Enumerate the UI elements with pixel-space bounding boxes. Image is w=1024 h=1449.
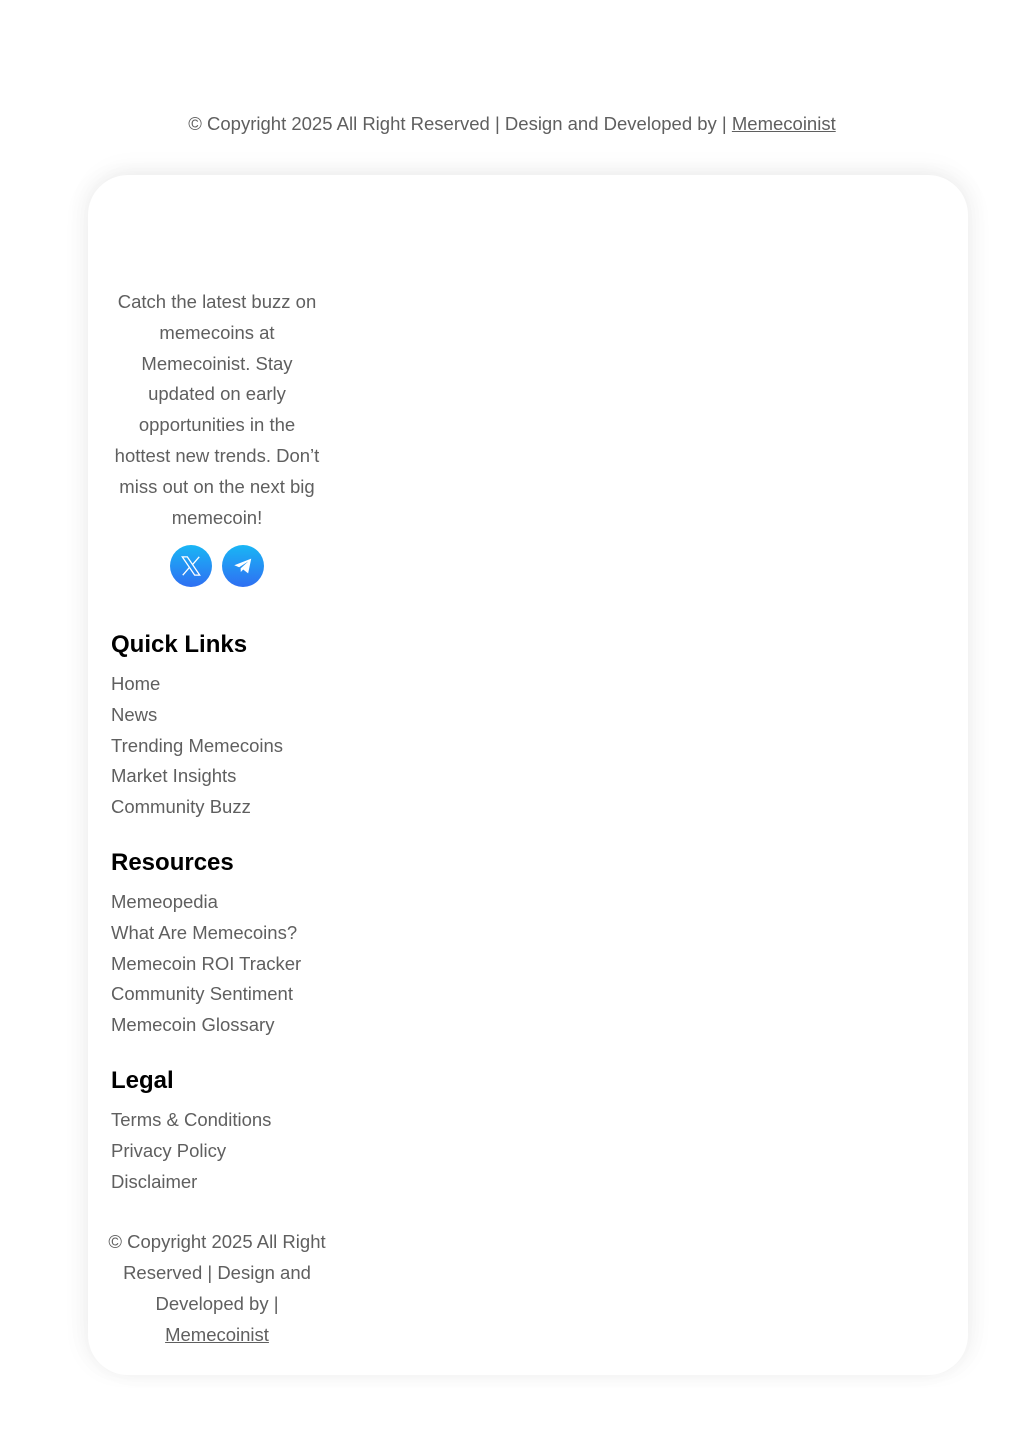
x-social-button[interactable] [170, 545, 212, 587]
resource-link-what-are-memecoins[interactable]: What Are Memecoins? [111, 921, 298, 943]
resource-link-roi-tracker[interactable]: Memecoin ROI Tracker [111, 952, 302, 974]
copyright-text: © Copyright 2025 All Right Reserved | Design and Developed by | [108, 1231, 326, 1314]
resource-link-community-sentiment[interactable]: Community Sentiment [111, 983, 293, 1005]
social-links [111, 545, 323, 587]
legal-link-disclaimer[interactable]: Disclaimer [111, 1170, 198, 1192]
quick-links-list [111, 669, 283, 823]
quick-links-title: Quick Links [111, 631, 248, 658]
resource-link-memeopedia[interactable]: Memeopedia [111, 891, 218, 912]
quick-link-home[interactable]: Home [111, 673, 161, 694]
resource-link-glossary[interactable]: Memecoin Glossary [111, 1014, 275, 1036]
resources-title: Resources [111, 849, 234, 876]
quick-link-news[interactable]: News [111, 703, 158, 725]
x-icon [180, 555, 202, 577]
quick-link-community-buzz[interactable]: Community Buzz [111, 796, 251, 818]
quick-link-trending-memecoins[interactable]: Trending Memecoins [111, 734, 284, 756]
legal-link-privacy-policy[interactable]: Privacy Policy [111, 1139, 227, 1161]
about-text: Catch the latest buzz on memecoins at Memecoinist. Stay updated on early opportunities in the hottest new trends. Don’t miss out on the next big memecoin! [114, 291, 320, 528]
telegram-icon [232, 555, 254, 577]
about-section [111, 287, 323, 587]
telegram-social-button[interactable] [222, 545, 264, 587]
memecoinist-link[interactable]: Memecoinist [731, 113, 836, 134]
copyright-text: © Copyright 2025 All Right Reserved | Design and Developed by | [188, 113, 732, 134]
quick-link-market-insights[interactable]: Market Insights [111, 765, 237, 787]
legal-title: Legal [111, 1067, 174, 1094]
legal-list [111, 1105, 271, 1197]
bottom-copyright [108, 1226, 326, 1350]
memecoinist-link[interactable]: Memecoinist [165, 1324, 269, 1345]
top-copyright [0, 111, 1024, 137]
legal-link-terms[interactable]: Terms & Conditions [111, 1109, 272, 1130]
resources-list [111, 887, 301, 1041]
